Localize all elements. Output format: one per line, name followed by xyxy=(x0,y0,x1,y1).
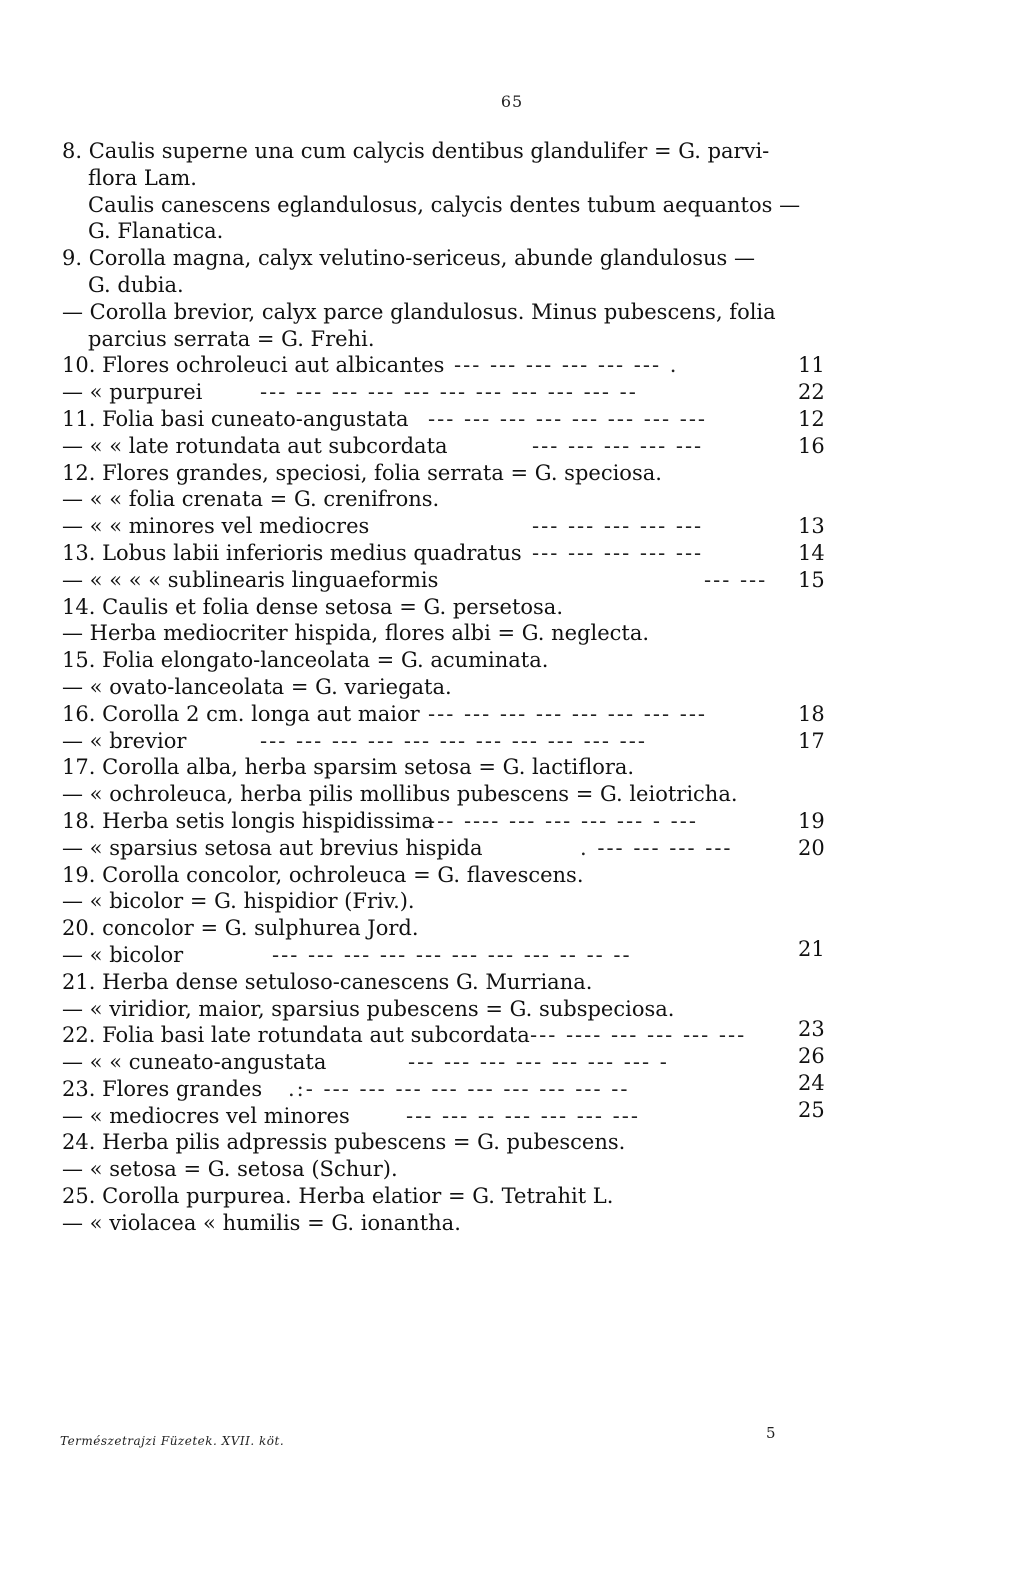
line-text: 9. Corolla magna, calyx velutino-sericeus, abunde glandulosus — xyxy=(62,246,755,271)
couplet-ref: 17 xyxy=(798,728,825,753)
line-text: G. dubia. xyxy=(88,272,184,297)
key-line xyxy=(62,513,825,540)
leader-dots: --- --- xyxy=(704,567,768,592)
line-text: 10. Flores ochroleuci aut albicantes xyxy=(62,353,445,378)
key-line xyxy=(62,138,822,165)
line-text: — « sparsius setosa aut brevius hispida xyxy=(62,835,483,860)
key-line xyxy=(62,299,822,326)
couplet-ref: 23 xyxy=(798,1017,825,1042)
couplet-ref: 13 xyxy=(798,514,825,539)
line-text: — « « « « sublinearis linguaeformis xyxy=(62,567,439,592)
line-text: 14. Caulis et folia dense setosa = G. persetosa. xyxy=(62,594,564,619)
line-text: — « setosa = G. setosa (Schur). xyxy=(62,1157,398,1182)
key-line xyxy=(62,406,825,433)
key-line xyxy=(62,567,825,594)
line-text: — « « folia crenata = G. crenifrons. xyxy=(62,487,440,512)
couplet-ref: 18 xyxy=(798,701,825,726)
leader-dots: --- --- --- --- --- --- --- - xyxy=(408,1050,669,1075)
line-text: — « violacea « humilis = G. ionantha. xyxy=(62,1210,461,1235)
line-text: Caulis canescens eglandulosus, calycis dentes tubum aequantos — xyxy=(88,192,801,217)
line-text: — « « cuneato-angustata xyxy=(62,1050,327,1075)
line-text: 20. concolor = G. sulphurea Jord. xyxy=(62,916,419,941)
key-line xyxy=(62,540,825,567)
line-text: 8. Caulis superne una cum calycis dentibus glandulifer = G. parvi- xyxy=(62,139,770,163)
line-text: 15. Folia elongato-lanceolata = G. acuminata. xyxy=(62,648,549,673)
couplet-ref: 15 xyxy=(798,567,825,592)
leader-dots: --- --- --- --- --- --- --- --- --- --- --- xyxy=(260,728,647,753)
couplet-ref: 16 xyxy=(798,433,825,458)
key-line xyxy=(62,192,822,219)
line-text: — « ochroleuca, herba pilis mollibus pubescens = G. leiotricha. xyxy=(62,782,738,807)
line-text: — « « late rotundata aut subcordata xyxy=(62,433,448,458)
line-text: — « purpurei xyxy=(62,380,203,405)
line-text: 16. Corolla 2 cm. longa aut maior xyxy=(62,701,420,726)
couplet-ref: 14 xyxy=(798,540,825,565)
key-line xyxy=(62,433,825,460)
line-text: — « mediocres vel minores xyxy=(62,1103,350,1128)
couplet-ref: 25 xyxy=(798,1097,825,1122)
leader-dots: --- --- --- --- --- --- --- --- xyxy=(428,406,708,431)
line-text: 24. Herba pilis adpressis pubescens = G. pubescens. xyxy=(62,1130,626,1155)
line-text: flora Lam. xyxy=(88,165,197,190)
leader-dots: .:- --- --- --- --- --- --- --- --- -- xyxy=(288,1076,630,1101)
line-text: 21. Herba dense setuloso-canescens G. Murriana. xyxy=(62,969,593,994)
leader-dots: --- --- --- --- --- xyxy=(532,514,704,539)
line-text: 11. Folia basi cuneato-angustata xyxy=(62,406,409,431)
line-text: parcius serrata = G. Frehi. xyxy=(88,326,375,351)
key-line xyxy=(62,835,825,862)
line-text: — « bicolor xyxy=(62,942,184,967)
line-text: 25. Corolla purpurea. Herba elatior = G. Tetrahit L. xyxy=(62,1184,614,1209)
key-line xyxy=(62,701,825,728)
couplet-ref: 21 xyxy=(798,936,825,961)
leader-dots: --- --- --- --- --- xyxy=(532,433,704,458)
key-line xyxy=(62,915,822,942)
key-line xyxy=(62,460,822,487)
key-line xyxy=(62,808,825,835)
couplet-ref: 19 xyxy=(798,808,825,833)
key-line xyxy=(62,936,825,969)
key-line xyxy=(62,674,822,701)
key-line xyxy=(62,352,825,379)
leader-dots: --- --- --- --- --- --- --- --- --- --- -- xyxy=(260,380,638,405)
key-line xyxy=(62,781,822,808)
key-line xyxy=(62,165,822,192)
leader-dots: --- --- --- --- --- --- . xyxy=(454,353,679,378)
key-line xyxy=(62,486,822,513)
key-line xyxy=(62,647,822,674)
couplet-ref: 26 xyxy=(798,1044,825,1069)
key-line xyxy=(62,1210,822,1237)
leader-dots: --- --- --- --- --- xyxy=(532,540,704,565)
line-text: 19. Corolla concolor, ochroleuca = G. flavescens. xyxy=(62,862,584,887)
key-line xyxy=(62,1183,822,1210)
line-text: 12. Flores grandes, speciosi, folia serrata = G. speciosa. xyxy=(62,460,662,485)
couplet-ref: 24 xyxy=(798,1070,825,1095)
couplet-ref: 12 xyxy=(798,406,825,431)
key-line xyxy=(62,326,822,353)
key-line xyxy=(62,996,822,1023)
couplet-ref: 20 xyxy=(798,835,825,860)
signature-mark: 5 xyxy=(766,1424,776,1442)
key-line xyxy=(62,754,822,781)
key-line xyxy=(62,1129,822,1156)
line-text: — « viridior, maior, sparsius pubescens = G. subspeciosa. xyxy=(62,996,675,1021)
key-line xyxy=(62,272,822,299)
line-text: G. Flanatica. xyxy=(88,219,224,244)
couplet-ref: 22 xyxy=(798,380,825,405)
line-text: — Corolla brevior, calyx parce glandulosus. Minus pubescens, folia xyxy=(62,299,776,324)
leader-dots: --- --- --- --- --- --- --- --- -- -- -- xyxy=(272,942,632,967)
key-line xyxy=(62,379,825,406)
line-text: — « brevior xyxy=(62,728,187,753)
leader-dots: --- --- --- --- --- --- --- --- xyxy=(428,701,708,726)
key-line xyxy=(62,1017,825,1049)
key-line xyxy=(62,969,822,996)
key-line xyxy=(62,620,822,647)
key-line xyxy=(62,1097,825,1130)
journal-footer: Természetrajzi Füzetek. XVII. köt. xyxy=(60,1434,285,1448)
leader-dots: --- --- -- --- --- --- --- xyxy=(406,1103,640,1128)
key-line xyxy=(62,1070,825,1103)
leader-dots: . --- --- --- --- xyxy=(580,835,733,860)
line-text: 13. Lobus labii inferioris medius quadratus xyxy=(62,540,522,565)
identification-key xyxy=(62,138,825,1237)
leader-dots: --- ---- --- --- --- --- - --- xyxy=(428,808,698,833)
key-line xyxy=(62,728,825,755)
key-line xyxy=(62,1044,825,1076)
line-text: — « « minores vel mediocres xyxy=(62,514,370,539)
key-line xyxy=(62,1156,822,1183)
line-text: 18. Herba setis longis hispidissima xyxy=(62,808,434,833)
key-line xyxy=(62,862,822,889)
key-line xyxy=(62,594,822,621)
key-line xyxy=(62,218,822,245)
line-text: — Herba mediocriter hispida, flores albi = G. neglecta. xyxy=(62,621,650,646)
line-text: 17. Corolla alba, herba sparsim setosa = G. lactiflora. xyxy=(62,755,635,780)
line-text: — « bicolor = G. hispidior (Friv.). xyxy=(62,889,415,914)
couplet-ref: 11 xyxy=(798,353,825,378)
line-text: 23. Flores grandes xyxy=(62,1076,263,1101)
line-text: 22. Folia basi late rotundata aut subcordata xyxy=(62,1023,530,1048)
key-line xyxy=(62,888,822,915)
key-line xyxy=(62,245,822,272)
line-text: — « ovato-lanceolata = G. variegata. xyxy=(62,674,452,699)
page-number: 65 xyxy=(500,92,524,111)
leader-dots: --- ---- --- --- --- --- xyxy=(530,1023,747,1048)
